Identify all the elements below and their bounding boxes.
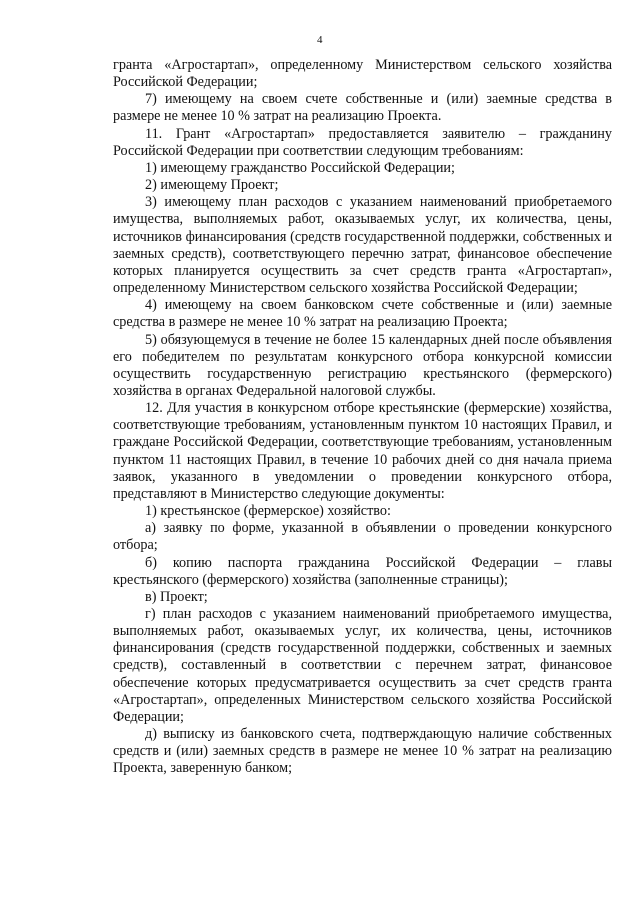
paragraph-requirement-1: 1) имеющему гражданство Российской Федерации; [145,159,455,176]
paragraph-clause-11: 11. Грант «Агростартап» предоставляется заявителю – гражданину Российской Федерации при соответствии следующим требованиям: [113,125,612,159]
paragraph-requirement-3: 3) имеющему план расходов с указанием наименований приобретаемого имущества, выполняемых работ, оказываемых услуг, их количества, цены, источников финансирования (средств государственной поддержки, собственных и заемных средств), соответствующего перечню затрат, финансовое обеспечение которых планируется осуществить за счет средств гранта «Агростартап», определенному Министерством сельского хозяйства Российской Федерации; [113,194,612,297]
paragraph-requirement-5: 5) обязующемуся в течение не более 15 календарных дней после объявления его победителем по результатам конкурсного отбора конкурсной комиссии осуществить государственную регистрацию крестьянского (фермерского) хозяйства в органах Федеральной налоговой службы. [113,331,612,399]
paragraph-subitem-d: д) выписку из банковского счета, подтверждающую наличие собственных средств и (или) заемных средств в размере не менее 10 % затрат на реализацию Проекта, заверенную банком; [113,726,612,777]
paragraph-continuation: гранта «Агростартап», определенному Министерством сельского хозяйства Российской Федерации; [113,57,612,91]
paragraph-requirement-2: 2) имеющему Проект; [145,177,279,194]
paragraph-requirement-4: 4) имеющему на своем банковском счете собственные и (или) заемные средства в размере не менее 10 % затрат на реализацию Проекта; [113,297,612,331]
paragraph-subitem-1: 1) крестьянское (фермерское) хозяйство: [145,503,391,520]
paragraph-subitem-v: в) Проект; [145,588,208,605]
paragraph-clause-12: 12. Для участия в конкурсном отборе крестьянские (фермерские) хозяйства, соответствующие требованиям, установленным пунктом 10 настоящих Правил, и граждане Российской Федерации, соответствующие требованиям, установленным пунктом 11 настоящих Правил, в течение 10 рабочих дней со дня начала приема заявок, указанного в уведомлении о проведении конкурсного отбора, представляют в Министерство следующие документы: [113,400,612,502]
page-number: 4 [317,34,323,46]
paragraph-subitem-a: а) заявку по форме, указанной в объявлении о проведении конкурсного отбора; [113,520,612,554]
document-body [113,57,612,778]
paragraph-subitem-b: б) копию паспорта гражданина Российской Федерации – главы крестьянского (фермерского) хозяйства (заполненные страницы); [113,554,612,588]
paragraph-subitem-g: г) план расходов с указанием наименований приобретаемого имущества, выполняемых работ, оказываемых услуг, их количества, цены, источников финансирования (средств государственной поддержки, собственных и заемных средств), составленный в соответствии с перечнем затрат, финансовое обеспечение которых предусматривается осуществить за счет средств гранта «Агростартап», определенных Министерством сельского хозяйства Российской Федерации; [113,606,612,725]
paragraph-item-7: 7) имеющему на своем счете собственные и (или) заемные средства в размере не менее 10 % затрат на реализацию Проекта. [113,91,612,125]
